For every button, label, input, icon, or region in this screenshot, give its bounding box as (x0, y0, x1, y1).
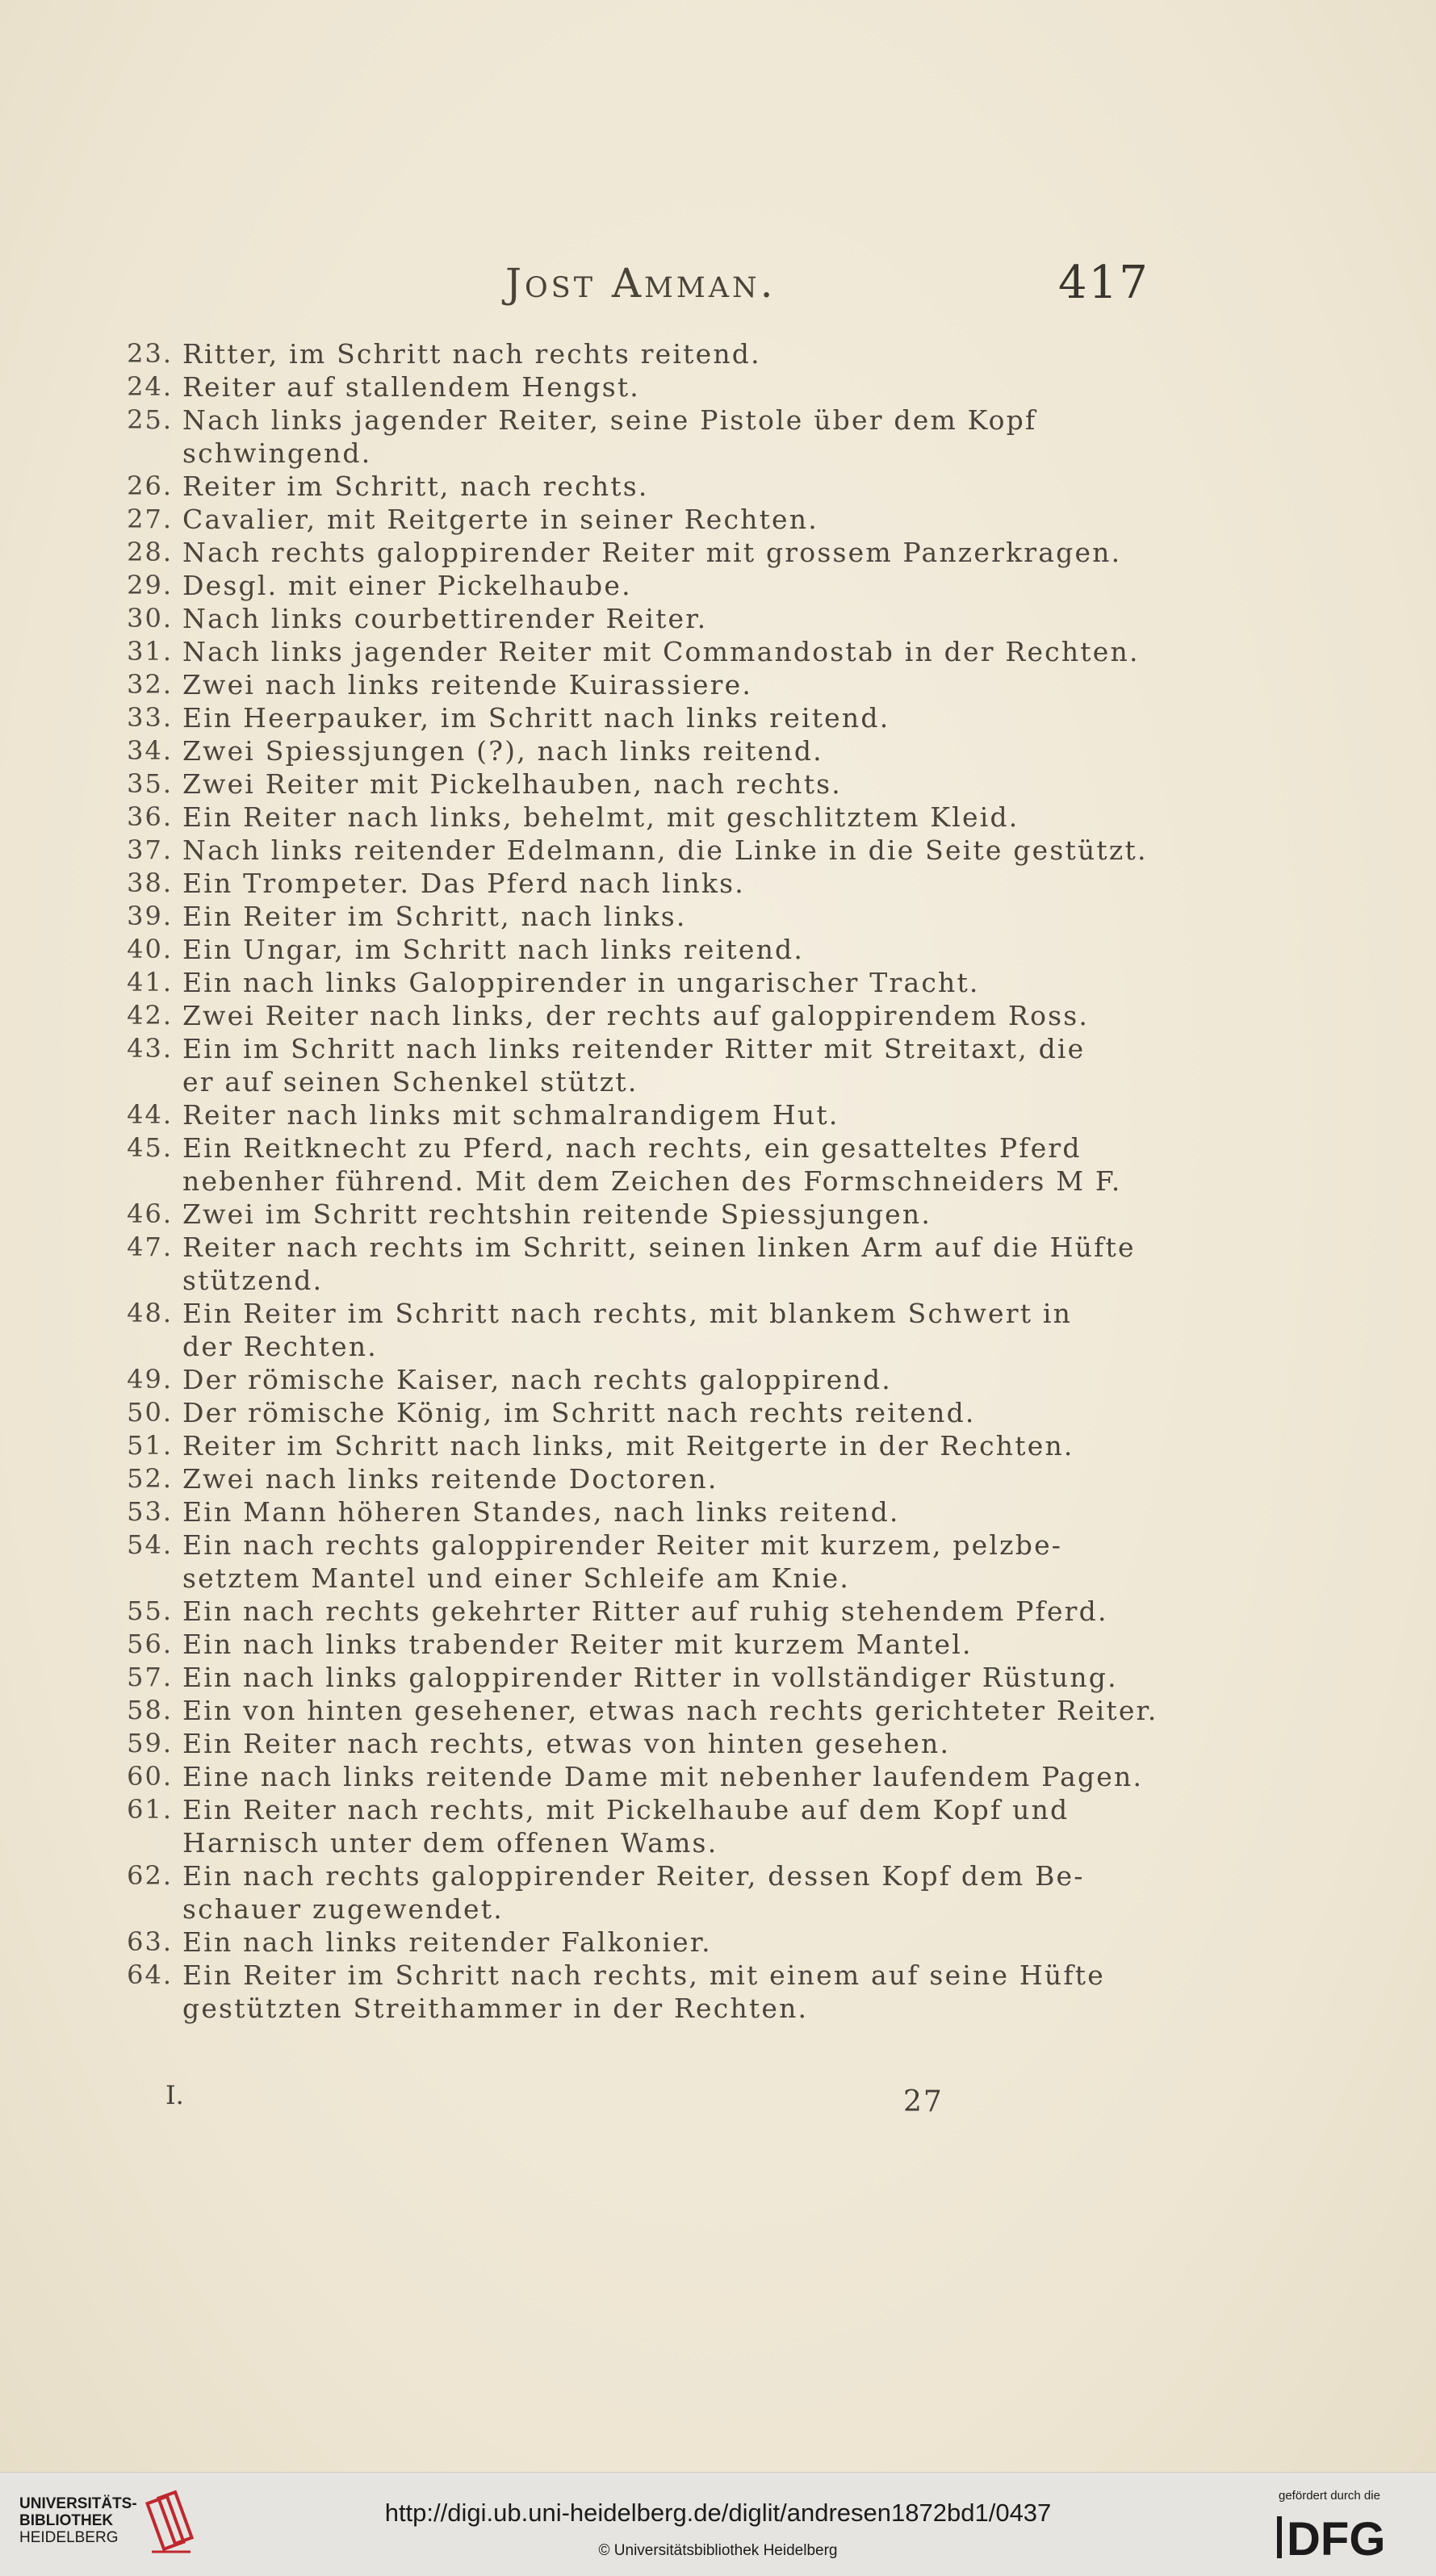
entry-number: 37. (127, 834, 173, 865)
sheet-number: 27 (903, 2085, 944, 2118)
catalogue-entry (103, 1198, 1137, 1231)
catalogue-entry (103, 734, 1137, 767)
entry-text (182, 1926, 1137, 1959)
entry-text (182, 470, 1137, 503)
entry-text (182, 1760, 1143, 1793)
entry-text (182, 602, 1137, 635)
running-header-author: Jost Amman. (505, 260, 777, 307)
catalogue-entry (103, 503, 1137, 536)
library-name-line: BIBLIOTHEK (19, 2512, 114, 2529)
dfg-logo-icon (1277, 2511, 1414, 2561)
catalogue-entry (103, 1694, 1158, 1727)
entry-number: 38. (127, 868, 173, 898)
entry-line: gestützten Streithammer in der Rechten. (182, 1993, 809, 2024)
entry-number: 24. (127, 371, 173, 402)
catalogue-entry (103, 569, 1137, 602)
entry-line: Zwei im Schritt rechtshin reitende Spiessjungen. (182, 1198, 932, 1230)
entry-text (182, 933, 1137, 966)
catalogue-entry (103, 1495, 1137, 1528)
catalogue-entry (103, 1429, 1137, 1462)
entry-line: Ein Reitknecht zu Pferd, nach rechts, ein gesatteltes Pferd (182, 1132, 1082, 1164)
entry-line: Ein nach rechts galoppirender Reiter, dessen Kopf dem Be- (182, 1860, 1085, 1892)
entry-text (182, 1859, 1137, 1926)
entry-line: schwingend. (182, 437, 372, 469)
entry-number: 64. (127, 1959, 173, 1990)
entry-text (182, 867, 1137, 900)
entry-line: Ein nach links Galoppirender in ungarischer Tracht. (182, 967, 980, 998)
catalogue-entry (103, 834, 1148, 867)
entry-line: Eine nach links reitende Dame mit nebenher laufendem Pagen. (182, 1761, 1144, 1792)
entry-line: Zwei nach links reitende Doctoren. (182, 1463, 718, 1495)
entry-number: 42. (127, 1000, 173, 1031)
entry-number: 36. (127, 801, 173, 832)
entry-line: Nach links jagender Reiter, seine Pistole über dem Kopf (182, 404, 1037, 436)
catalogue-entry (103, 536, 1137, 569)
entry-number: 51. (127, 1430, 173, 1461)
entry-line: Ein nach links trabender Reiter mit kurzem Mantel. (182, 1629, 973, 1660)
entry-line: Ein nach links galoppirender Ritter in vollständiger Rüstung. (182, 1662, 1118, 1693)
entry-text (182, 1595, 1137, 1628)
entry-line: Nach rechts galoppirender Reiter mit grossem Panzerkragen. (182, 537, 1122, 568)
entry-number: 28. (127, 537, 173, 567)
entry-text (182, 801, 1137, 834)
entry-text (182, 1959, 1137, 2025)
entry-text (182, 900, 1137, 933)
funder-label: gefördert durch die (1279, 2489, 1380, 2503)
catalogue-entry (103, 900, 1137, 933)
catalogue-entry (103, 470, 1137, 503)
entry-number: 50. (127, 1397, 173, 1428)
catalogue-entry (103, 404, 1137, 470)
entry-line: Der römische König, im Schritt nach rechts reitend. (182, 1397, 976, 1428)
entry-text (182, 635, 1140, 668)
entry-number: 39. (127, 901, 173, 931)
catalogue-entry (103, 1760, 1144, 1793)
catalogue-entry (103, 1462, 1137, 1495)
entry-number: 26. (127, 470, 173, 501)
entry-number: 46. (127, 1198, 173, 1229)
entry-line: Desgl. mit einer Pickelhaube. (182, 570, 632, 601)
entry-text (182, 1429, 1137, 1462)
catalogue-entry (103, 1926, 1137, 1959)
entry-number: 49. (127, 1364, 173, 1395)
entry-number: 33. (127, 702, 173, 733)
entry-line: Cavalier, mit Reitgerte in seiner Rechten. (182, 504, 818, 535)
entry-text (182, 966, 1137, 999)
entry-number: 59. (127, 1728, 173, 1758)
catalogue-entry (103, 1297, 1137, 1363)
catalogue-entry (103, 370, 1137, 404)
entry-line: Zwei Reiter mit Pickelhauben, nach rechts. (182, 768, 842, 800)
entry-line: Ein von hinten gesehener, etwas nach rechts gerichteter Reiter. (182, 1695, 1158, 1726)
catalogue-entry (103, 1628, 1137, 1661)
catalogue-entry (103, 1363, 1137, 1396)
catalogue-entry (103, 602, 1137, 635)
entry-number: 32. (127, 669, 173, 700)
entry-text (182, 1694, 1158, 1727)
entry-line: Ein Reiter im Schritt, nach links. (182, 901, 687, 932)
entry-number: 47. (127, 1232, 173, 1262)
entry-text (182, 1032, 1137, 1098)
entry-line: Ein Reiter nach rechts, etwas von hinten gesehen. (182, 1728, 951, 1759)
entry-line: Reiter nach links mit schmalrandigem Hut. (182, 1099, 839, 1131)
entry-number: 63. (127, 1926, 173, 1957)
entry-text (182, 337, 1137, 370)
entry-number: 45. (127, 1132, 173, 1163)
entry-text (182, 1793, 1137, 1859)
entry-line: stützend. (182, 1265, 324, 1296)
entry-number: 54. (127, 1529, 173, 1560)
entry-text (182, 1661, 1137, 1694)
entry-number: 35. (127, 768, 173, 799)
entry-number: 31. (127, 636, 173, 667)
entry-line: der Rechten. (182, 1331, 378, 1362)
entry-text (182, 1297, 1137, 1363)
entry-line: Der römische Kaiser, nach rechts galoppirend. (182, 1364, 892, 1395)
library-name-line: UNIVERSITÄTS- (19, 2495, 137, 2512)
entry-line: Zwei Reiter nach links, der rechts auf galoppirendem Ross. (182, 1000, 1090, 1031)
entry-line: Ein Reiter nach links, behelmt, mit geschlitztem Kleid. (182, 801, 1019, 833)
entry-text (182, 1231, 1137, 1297)
entry-number: 52. (127, 1463, 173, 1494)
entry-line: Zwei nach links reitende Kuirassiere. (182, 669, 753, 700)
catalogue-entry (103, 1793, 1137, 1859)
entry-line: er auf seinen Schenkel stützt. (182, 1066, 638, 1098)
entry-number: 60. (127, 1761, 173, 1792)
entry-number: 29. (127, 570, 173, 600)
catalogue-entries (103, 337, 1158, 2025)
catalogue-entry (103, 867, 1137, 900)
catalogue-entry (103, 933, 1137, 966)
entry-line: setztem Mantel und einer Schleife am Knie. (182, 1562, 851, 1594)
copyright-notice: © Universitätsbibliothek Heidelberg (598, 2542, 838, 2559)
entry-line: Reiter im Schritt nach links, mit Reitgerte in der Rechten. (182, 1430, 1074, 1462)
entry-text (182, 1198, 1137, 1231)
library-name-line: HEIDELBERG (19, 2529, 119, 2546)
catalogue-entry (103, 1098, 1137, 1131)
entry-line: Ein Trompeter. Das Pferd nach links. (182, 868, 745, 899)
catalogue-entry (103, 1727, 1137, 1760)
entry-text (182, 404, 1137, 470)
entry-number: 44. (127, 1099, 173, 1130)
entry-number: 27. (127, 504, 173, 534)
signature-mark: I. (165, 2080, 184, 2110)
catalogue-entry (103, 1661, 1137, 1694)
entry-line: schauer zugewendet. (182, 1893, 504, 1925)
entry-line: Ein nach rechts galoppirender Reiter mit kurzem, pelzbe- (182, 1529, 1063, 1561)
entry-line: Nach links reitender Edelmann, die Linke in die Seite gestützt. (182, 834, 1148, 866)
entry-text (182, 569, 1137, 602)
entry-number: 61. (127, 1794, 173, 1825)
entry-line: Reiter nach rechts im Schritt, seinen linken Arm auf die Hüfte (182, 1232, 1136, 1263)
entry-line: Ein im Schritt nach links reitender Ritter mit Streitaxt, die (182, 1033, 1086, 1064)
catalogue-entry (103, 1959, 1137, 2025)
entry-text (182, 999, 1137, 1032)
entry-line: Ein Heerpauker, im Schritt nach links reitend. (182, 702, 890, 734)
catalogue-entry (103, 1528, 1137, 1595)
entry-number: 56. (127, 1629, 173, 1659)
entry-number: 41. (127, 967, 173, 997)
entry-text (182, 734, 1137, 767)
catalogue-entry (103, 1396, 1137, 1429)
entry-text (182, 503, 1137, 536)
entry-text (182, 1363, 1137, 1396)
catalogue-entry (103, 635, 1140, 668)
entry-line: Nach links jagender Reiter mit Commandostab in der Rechten. (182, 636, 1140, 667)
page-number-header: 417 (1058, 257, 1149, 309)
catalogue-entry (103, 999, 1137, 1032)
entry-line: Ein nach links reitender Falkonier. (182, 1926, 712, 1958)
entry-text (182, 701, 1137, 734)
entry-text (182, 370, 1137, 404)
entry-text (182, 1528, 1137, 1595)
catalogue-entry (103, 767, 1137, 801)
entry-line: Ritter, im Schritt nach rechts reitend. (182, 338, 761, 370)
catalogue-entry (103, 668, 1137, 701)
catalogue-entry (103, 966, 1137, 999)
entry-text (182, 1628, 1137, 1661)
entry-number: 58. (127, 1695, 173, 1725)
dfg-logo-text: DFG (1287, 2513, 1386, 2561)
entry-line: Ein Mann höheren Standes, nach links reitend. (182, 1496, 900, 1528)
entry-line: nebenher führend. Mit dem Zeichen des Formschneiders M F. (182, 1165, 1122, 1197)
entry-line: Harnisch unter dem offenen Wams. (182, 1827, 718, 1859)
entry-number: 55. (127, 1595, 173, 1626)
entry-text (182, 1727, 1137, 1760)
entry-line: Ein Reiter im Schritt nach rechts, mit einem auf seine Hüfte (182, 1959, 1105, 1991)
entry-text (182, 536, 1137, 569)
entry-text (182, 1396, 1137, 1429)
entry-line: Ein nach rechts gekehrter Ritter auf ruhig stehendem Pferd. (182, 1595, 1108, 1627)
catalogue-entry (103, 337, 1137, 370)
permalink-url[interactable]: http://digi.ub.uni-heidelberg.de/diglit/andresen1872bd1/0437 (384, 2499, 1052, 2527)
entry-number: 48. (127, 1298, 173, 1328)
entry-text (182, 834, 1148, 867)
entry-number: 53. (127, 1496, 173, 1527)
entry-number: 23. (127, 338, 173, 369)
entry-line: Ein Reiter im Schritt nach rechts, mit blankem Schwert in (182, 1298, 1073, 1329)
entry-number: 43. (127, 1033, 173, 1064)
entry-line: Ein Ungar, im Schritt nach links reitend. (182, 934, 805, 965)
entry-number: 57. (127, 1662, 173, 1692)
entry-number: 34. (127, 735, 173, 766)
entry-line: Reiter im Schritt, nach rechts. (182, 470, 649, 502)
catalogue-entry (103, 1595, 1137, 1628)
entry-text (182, 1495, 1137, 1528)
catalogue-entry (103, 1859, 1137, 1926)
entry-number: 40. (127, 934, 173, 964)
entry-text (182, 767, 1137, 801)
entry-number: 25. (127, 404, 173, 435)
catalogue-entry (103, 701, 1137, 734)
entry-text (182, 1131, 1137, 1198)
entry-text (182, 1098, 1137, 1131)
entry-text (182, 668, 1137, 701)
catalogue-entry (103, 1231, 1137, 1297)
digitization-footer (0, 2472, 1436, 2576)
entry-text (182, 1462, 1137, 1495)
entry-line: Ein Reiter nach rechts, mit Pickelhaube auf dem Kopf und (182, 1794, 1070, 1825)
catalogue-entry (103, 1032, 1137, 1098)
entry-line: Nach links courbettirender Reiter. (182, 603, 708, 634)
entry-line: Reiter auf stallendem Hengst. (182, 371, 640, 403)
entry-number: 30. (127, 603, 173, 634)
catalogue-entry (103, 1131, 1137, 1198)
entry-number: 62. (127, 1860, 173, 1891)
catalogue-entry (103, 801, 1137, 834)
entry-line: Zwei Spiessjungen (?), nach links reitend. (182, 735, 823, 767)
